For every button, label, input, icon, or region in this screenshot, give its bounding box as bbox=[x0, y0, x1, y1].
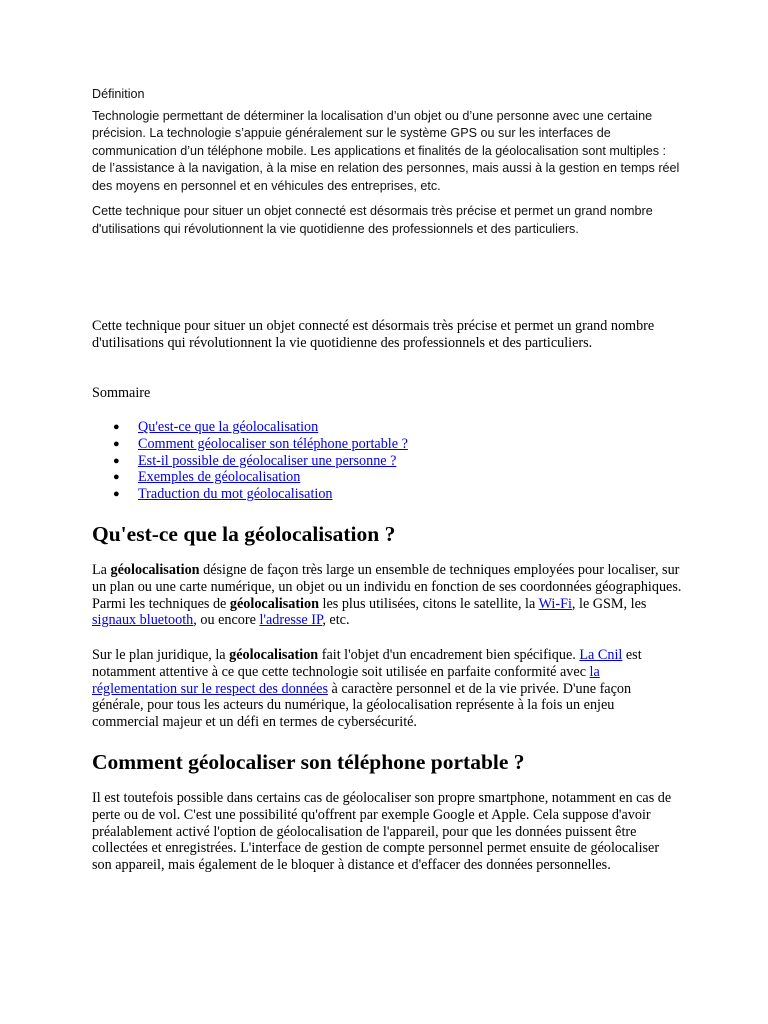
toc-link-locate-person[interactable]: Est-il possible de géolocaliser une personne ? bbox=[138, 452, 397, 469]
section1-paragraph-2 bbox=[92, 647, 682, 731]
text: Sur le plan juridique, la bbox=[92, 647, 230, 663]
bullet-icon: ● bbox=[113, 471, 120, 484]
definition-paragraph: Technologie permettant de déterminer la localisation d’un objet ou d’une personne avec une certaine précision. La technologie s’appuie généralement sur le système GPS ou sur les interfaces de communication d’un téléphone mobile. Les applications et finalités de la géolocalisation sont multiples : de l’assistance à la navigation, à la mise en relation des personnes, mais aussi à la gestion en temps réel des moyens en personnel et en véhicules des entreprises, etc. bbox=[92, 108, 680, 193]
section2-paragraph-1 bbox=[92, 790, 682, 874]
link-ip-address[interactable]: l'adresse IP bbox=[259, 612, 323, 629]
toc-item bbox=[92, 436, 682, 453]
toc-link-examples[interactable]: Exemples de géolocalisation bbox=[138, 469, 301, 486]
bold-term: géolocalisation bbox=[110, 562, 200, 578]
lead-paragraph: Cette technique pour situer un objet connecté est désormais très précise et permet un grand nombre d'utilisations qui révolutionnent la vie quotidienne des professionnels et des particuliers. bbox=[92, 318, 655, 351]
lead-paragraph-block bbox=[92, 318, 682, 352]
text: désigne de façon très large un ensemble de techniques employées pour localiser, sur un plan ou une carte numérique, un objet ou un individu en fonction de ses coordonnées géographiques. Parmi les techniques de bbox=[92, 562, 682, 612]
toc-item bbox=[92, 453, 682, 470]
bullet-icon: ● bbox=[113, 437, 120, 450]
section-title-locate-phone: Comment géolocaliser son téléphone portable ? bbox=[92, 750, 525, 774]
link-data-regulation[interactable]: la réglementation sur le respect des données bbox=[92, 663, 600, 697]
text: fait l'objet d'un encadrement bien spécifique. bbox=[318, 647, 580, 663]
section2-paragraph-text: Il est toutefois possible dans certains cas de géolocaliser son propre smartphone, notamment en cas de perte ou de vol. C'est une possibilité qu'offrent par exemple Google et Apple. Cela suppose d'avoir préalablement activé l'option de géolocalisation de l'appareil, pour que les données puissent être collectées et enregistrées. L'interface de gestion de compte personnel permet ensuite de géolocaliser son appareil, mais également de le bloquer à distance et d'effacer des données personnelles. bbox=[92, 790, 672, 874]
toc-item bbox=[92, 469, 682, 486]
bold-term: géolocalisation bbox=[229, 595, 319, 612]
link-wifi[interactable]: Wi-Fi bbox=[538, 595, 572, 612]
definition-block bbox=[92, 86, 682, 238]
text: les plus utilisées, citons le satellite, la bbox=[318, 595, 539, 612]
section-title-what-is: Qu'est-ce que la géolocalisation ? bbox=[92, 522, 396, 546]
bullet-icon: ● bbox=[113, 488, 120, 501]
toc-link-locate-phone[interactable]: Comment géolocaliser son téléphone portable ? bbox=[138, 435, 408, 452]
bullet-icon: ● bbox=[113, 454, 120, 467]
toc-item bbox=[92, 419, 682, 436]
toc-link-what-is[interactable]: Qu'est-ce que la géolocalisation bbox=[138, 419, 319, 435]
text: , ou encore bbox=[193, 612, 260, 629]
toc-link-translation[interactable]: Traduction du mot géolocalisation bbox=[138, 486, 333, 503]
definition-paragraph-2: Cette technique pour situer un objet connecté est désormais très précise et permet un grand nombre d'utilisations qui révolutionnent la vie quotidienne des professionnels et des particuliers. bbox=[92, 204, 653, 236]
text: est notamment attentive à ce que cette technologie soit utilisée en parfaite conformité avec bbox=[92, 647, 642, 680]
section1-paragraph-1 bbox=[92, 562, 682, 629]
text: , etc. bbox=[322, 612, 350, 629]
bold-term: géolocalisation bbox=[229, 647, 319, 663]
toc-item bbox=[92, 486, 682, 503]
summary-label: Sommaire bbox=[92, 385, 151, 401]
link-bluetooth[interactable]: signaux bluetooth bbox=[92, 612, 194, 629]
text: , le GSM, les bbox=[571, 595, 647, 612]
text: La bbox=[92, 562, 111, 578]
link-cnil[interactable]: La Cnil bbox=[579, 647, 623, 663]
bullet-icon: ● bbox=[113, 421, 120, 433]
definition-heading: Définition bbox=[92, 87, 145, 101]
text: à caractère personnel et de la vie privée. D'une façon générale, pour tous les acteurs du numérique, la géolocalisation représente à la fois un enjeu commercial majeur et un défi en termes de cybersécurité. bbox=[92, 680, 632, 731]
table-of-contents bbox=[92, 419, 682, 503]
summary-block bbox=[92, 385, 682, 402]
